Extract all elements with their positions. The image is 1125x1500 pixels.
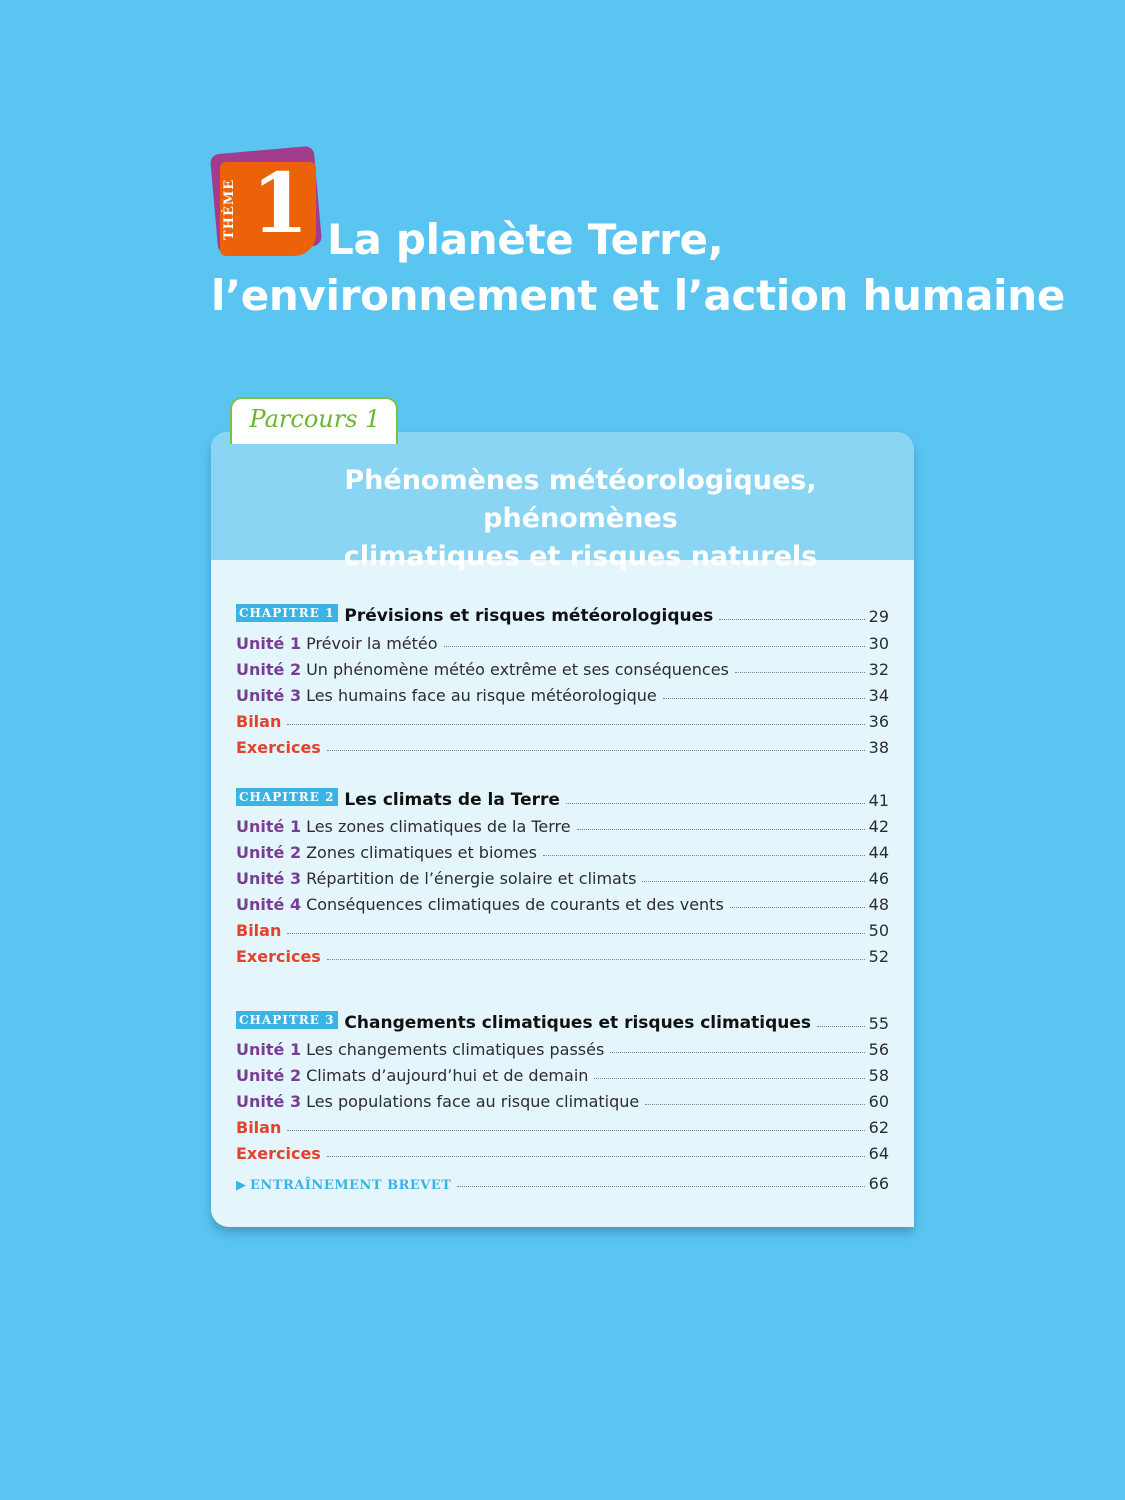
unit-row[interactable] [236,627,889,653]
page-number: 60 [868,1092,889,1111]
exercices-label: Exercices [236,738,321,757]
unit-row[interactable] [236,810,889,836]
unit-tag: Unité 2 [236,843,302,862]
page-number: 36 [868,712,889,731]
chapter-tag: CHAPITRE 2 [236,788,338,806]
chapter-title: Changements climatiques et risques climatiques [344,1013,812,1033]
page-number: 58 [868,1066,889,1085]
page-number: 46 [868,869,889,888]
dot-leader [457,1185,864,1187]
page-number: 56 [868,1040,889,1059]
dot-leader [730,906,865,908]
chapter-tag: CHAPITRE 1 [236,604,338,622]
parcours-title [211,462,914,576]
exercices-label: Exercices [236,947,321,966]
unit-title: Climats d’aujourd’hui et de demain [306,1066,589,1085]
unit-title: Un phénomène météo extrême et ses conséquences [306,660,729,679]
bilan-label: Bilan [236,921,282,940]
unit-title: Les changements climatiques passés [306,1040,605,1059]
bilan-label: Bilan [236,1118,282,1137]
unit-row[interactable] [236,862,889,888]
dot-leader [817,1025,865,1027]
unit-row[interactable] [236,1059,889,1085]
chapter-title: Les climats de la Terre [344,790,560,810]
page-number: 41 [868,791,889,810]
theme-badge [208,146,320,258]
parcours-header [211,432,914,572]
dot-leader [719,618,864,620]
unit-tag: Unité 3 [236,1092,302,1111]
dot-leader [287,723,864,725]
bilan-row[interactable] [236,914,889,940]
page-number: 42 [868,817,889,836]
chapter-row[interactable] [236,600,889,626]
unit-row[interactable] [236,653,889,679]
dot-leader [566,802,865,804]
page-number: 38 [868,738,889,757]
unit-title: Les zones climatiques de la Terre [306,817,571,836]
unit-tag: Unité 1 [236,817,302,836]
bilan-row[interactable] [236,705,889,731]
dot-leader [577,828,865,830]
unit-title: Zones climatiques et biomes [306,843,537,862]
page-number: 55 [868,1014,889,1033]
unit-title: Prévoir la météo [306,634,438,653]
dot-leader [287,1129,864,1131]
theme-title-line2: l’environnement et l’action humaine [211,271,1066,320]
unit-title: Conséquences climatiques de courants et des vents [306,895,724,914]
page-number: 30 [868,634,889,653]
page-number: 64 [868,1144,889,1163]
parcours-title-line2: climatiques et risques naturels [343,541,818,572]
bilan-label: Bilan [236,712,282,731]
parcours-tab-label: Parcours 1 [249,405,381,433]
page-number: 62 [868,1118,889,1137]
page-number: 29 [868,607,889,626]
unit-row[interactable] [236,679,889,705]
chapter-row[interactable] [236,1007,889,1033]
dot-leader [735,671,865,673]
page-number: 50 [868,921,889,940]
dot-leader [594,1077,864,1079]
chapter-tag: CHAPITRE 3 [236,1011,338,1029]
unit-row[interactable] [236,1085,889,1111]
page-number: 52 [868,947,889,966]
page-number: 66 [868,1174,889,1193]
unit-tag: Unité 2 [236,1066,302,1085]
dot-leader [642,880,864,882]
dot-leader [287,932,864,934]
dot-leader [663,697,865,699]
exercices-label: Exercices [236,1144,321,1163]
unit-row[interactable] [236,836,889,862]
parcours-title-line1: Phénomènes météorologiques, phénomènes [344,465,817,534]
unit-title: Les humains face au risque météorologique [306,686,657,705]
parcours-tab [230,397,398,444]
page-number: 44 [868,843,889,862]
dot-leader [327,1155,865,1157]
dot-leader [543,854,865,856]
theme-number: 1 [251,156,309,252]
dot-leader [645,1103,864,1105]
unit-tag: Unité 4 [236,895,302,914]
page-number: 34 [868,686,889,705]
bilan-row[interactable] [236,1111,889,1137]
unit-tag: Unité 1 [236,634,302,653]
exercices-row[interactable] [236,940,889,966]
theme-title-line1: La planète Terre, [327,215,724,264]
dot-leader [327,749,865,751]
unit-tag: Unité 3 [236,869,302,888]
exercices-row[interactable] [236,1137,889,1163]
unit-tag: Unité 1 [236,1040,302,1059]
page-number: 48 [868,895,889,914]
unit-tag: Unité 2 [236,660,302,679]
dot-leader [610,1051,864,1053]
brevet-label: ENTRAÎNEMENT BREVET [250,1178,452,1193]
dot-leader [444,645,865,647]
theme-label: THÈME [222,178,237,240]
dot-leader [327,958,865,960]
chapter-row[interactable] [236,784,889,810]
unit-title: Répartition de l’énergie solaire et climats [306,869,637,888]
brevet-row[interactable] [236,1167,889,1193]
unit-tag: Unité 3 [236,686,302,705]
triangle-right-icon: ▶ [236,1178,246,1193]
exercices-row[interactable] [236,731,889,757]
unit-title: Les populations face au risque climatique [306,1092,640,1111]
unit-row[interactable] [236,1033,889,1059]
page-number: 32 [868,660,889,679]
unit-row[interactable] [236,888,889,914]
chapter-title: Prévisions et risques météorologiques [344,606,714,626]
